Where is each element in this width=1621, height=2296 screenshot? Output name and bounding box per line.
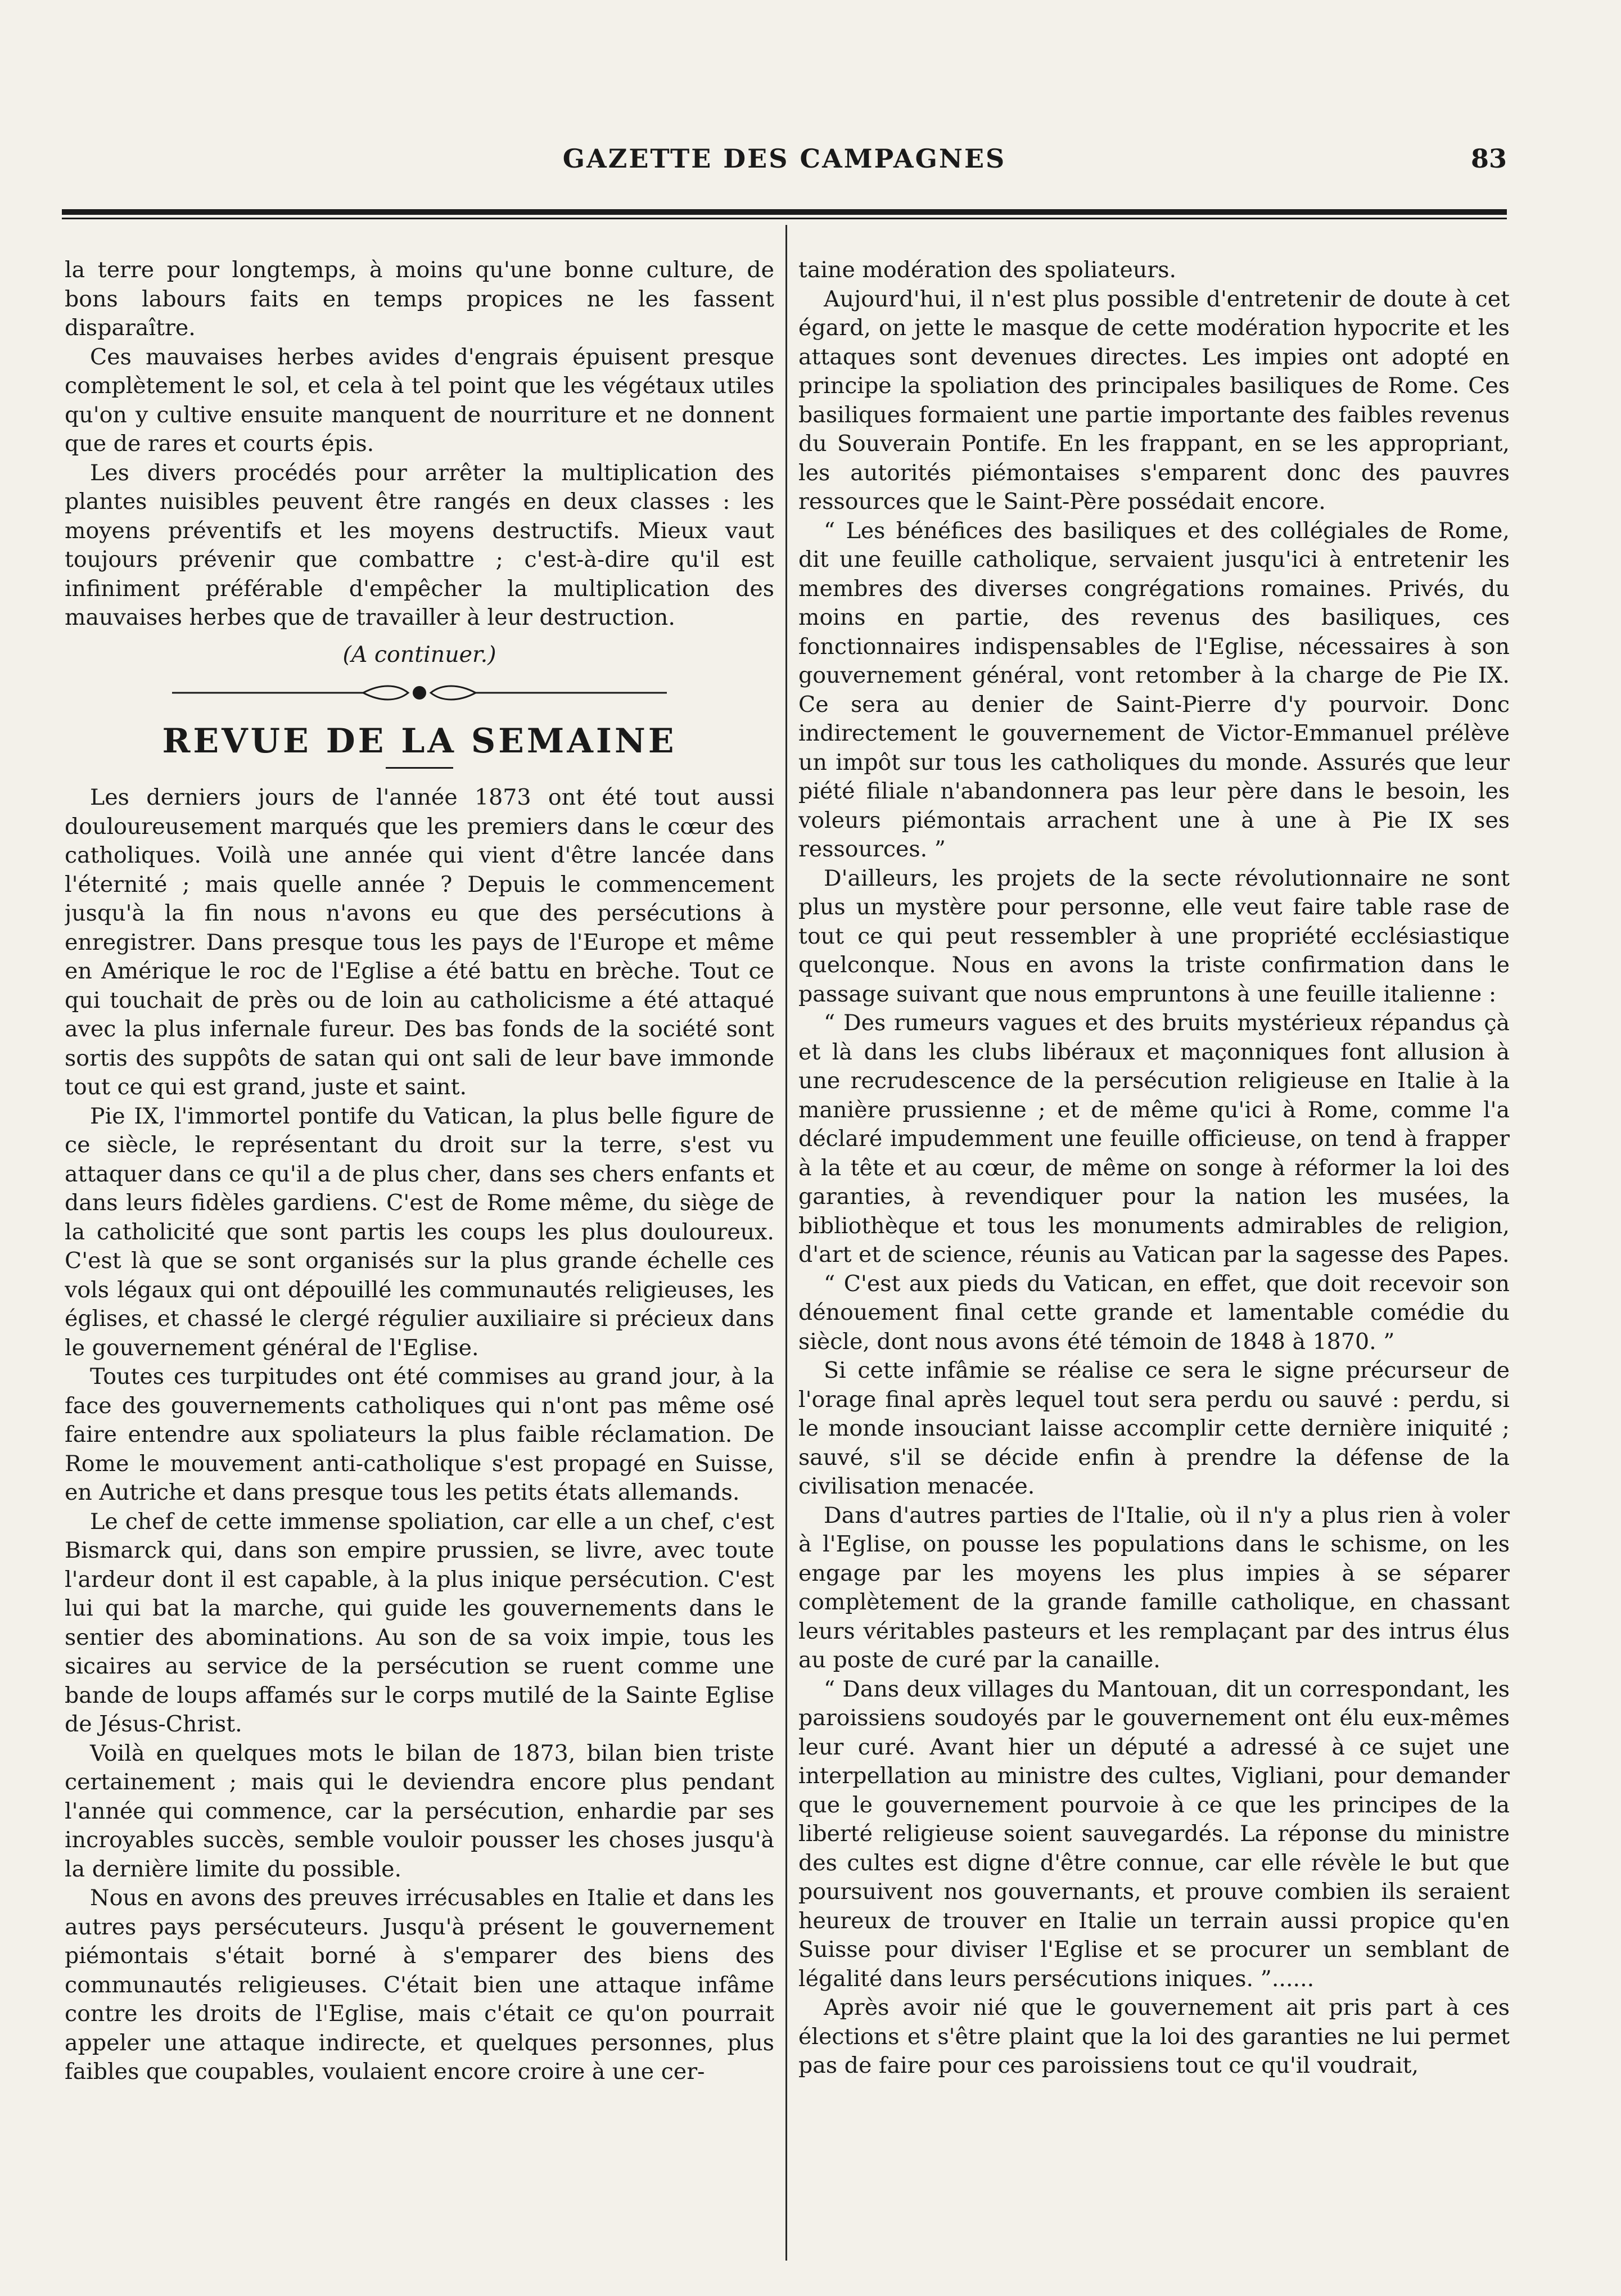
article-paragraph: la terre pour longtemps, à moins qu'une bonne culture, de bons labours faits en temps propices ne les fassent disparaître. bbox=[65, 257, 774, 341]
article-quote: “ Les bénéfices des basiliques et des collégiales de Rome, dit une feuille catholique, servaient jusqu'ici à entretenir les membres des diverses congrégations romaines. Privés, du moins en partie, des revenus des basiliques, ces fonctionnaires indispensables de l'Eglise, nécessaires à son gouvernement général, vont retomber à la charge de Pie IX. Ce sera au denier de Saint-Pierre d'y pourvoir. Donc indirectement le gouvernement de Victor-Emmanuel prélève un impôt sur tous les catholiques du monde. Assurés que leur piété filiale n'abandonnera pas leur père dans le besoin, les voleurs piémontais arrachent une à une à Pie IX ses ressources. ” bbox=[798, 517, 1510, 862]
article-paragraph: taine modération des spoliateurs. bbox=[798, 257, 1177, 283]
article-paragraph: Nous en avons des preuves irrécusables en Italie et dans les autres pays persécuteurs. Jusqu'à présent le gouvernement piémontais s'était borné à s'emparer des biens des communautés religieuses. C'était bien une attaque infâme contre les droits de l'Eglise, mais c'était ce qu'on pourrait appeler une attaque indirecte, et quelques personnes, plus faibles que coupables, voulaient encore croire à une cer- bbox=[65, 1885, 774, 2085]
header-rule-thin bbox=[62, 218, 1507, 219]
running-title: GAZETTE DES CAMPAGNES bbox=[562, 143, 1006, 174]
article-paragraph: D'ailleurs, les projets de la secte révolutionnaire ne sont plus un mystère pour personne, elle veut faire table rase de tout ce qui peut ressembler à une propriété ecclésiastique quelconque. Nous en avons la triste confirmation dans le passage suivant que nous empruntons à une feuille italienne : bbox=[798, 865, 1510, 1007]
article-paragraph: Dans d'autres parties de l'Italie, où il n'y a plus rien à voler à l'Eglise, on pousse les populations dans le schisme, on les engage par les moyens les plus impies à se séparer complètement de la grande famille catholique, en chassant leurs véritables pasteurs et les remplaçant par des intrus élus au poste de curé par la canaille. bbox=[798, 1502, 1510, 1673]
article-paragraph: Aujourd'hui, il n'est plus possible d'entretenir de doute à cet égard, on jette le masque de cette modération hypocrite et les attaques sont devenues directes. Les impies ont adopté en principe la spoliation des principales basiliques de Rome. Ces basiliques formaient une partie importante des faibles revenus du Souverain Pontife. En les frappant, en se les appropriant, les autorités piémontaises s'emparent donc des pauvres ressources que le Saint-Père possédait encore. bbox=[798, 286, 1510, 515]
article-paragraph: Si cette infâmie se réalise ce sera le signe précurseur de l'orage final après lequel tout sera perdu ou sauvé : perdu, si le monde insouciant laisse accomplir cette dernière iniquité ; sauvé, s'il se décide enfin à prendre la défense de la civilisation menacée. bbox=[798, 1357, 1510, 1499]
article-paragraph: Le chef de cette immense spoliation, car elle a un chef, c'est Bismarck qui, dans son empire prussien, se livre, avec toute l'ardeur dont il est capable, à la plus inique persécution. C'est lui qui bat la marche, qui guide les gouvernements dans le sentier des abominations. Au son de sa voix impie, tous les sicaires au service de la persécution se ruent comme une bande de loups affamés sur le corps mutilé de la Sainte Eglise de Jésus-Christ. bbox=[65, 1508, 774, 1737]
article-paragraph: Ces mauvaises herbes avides d'engrais épuisent presque complètement le sol, et cela à tel point que les végétaux utiles qu'on y cultive ensuite manquent de nourriture et ne donnent que de rares et courts épis. bbox=[65, 344, 774, 457]
article-quote: “ Dans deux villages du Mantouan, dit un correspondant, les paroissiens soudoyés par le gouvernement ont élu eux-mêmes leur curé. Avant hier un député a adressé à ce sujet une interpellation au ministre des cultes, Vigliani, pour demander que le gouvernement pourvoie à ce que les principes de la liberté religieuse soient sauvegardés. La réponse du ministre des cultes est digne d'être connue, car elle révèle le but que poursuivent nos gouvernants, et prouve combien ils seraient heureux de trouver en Italie un terrain aussi propice qu'en Suisse pour diviser l'Eglise et se procurer un semblant de légalité dans leurs persécutions iniques. ”...... bbox=[798, 1676, 1510, 1992]
page-header bbox=[62, 143, 1507, 183]
article-paragraph: Après avoir nié que le gouvernement ait pris part à ces élections et s'être plaint que la loi des garanties ne lui permet pas de faire pour ces paroissiens tout ce qu'il voudrait, bbox=[798, 1995, 1510, 2078]
ornament-divider-icon bbox=[172, 680, 667, 705]
article-paragraph: Les derniers jours de l'année 1873 ont été tout aussi douloureusement marqués que les premiers dans le cœur des catholiques. Voilà une année qui vient d'être lancée dans l'éternité ; mais quelle année ? Depuis le commencement jusqu'à la fin nous n'avons eu que des persécutions à enregistrer. Dans presque tous les pays de l'Europe et même en Amérique le roc de l'Eglise a été battu en brèche. Tout ce qui touchait de près ou de loin au catholicisme a été attaqué avec la plus infernale fureur. Des bas fonds de la société sont sortis des suppôts de satan qui ont sali de leur bave immonde tout ce qui est grand, juste et saint. bbox=[65, 784, 774, 1100]
header-rule-thick bbox=[62, 209, 1507, 215]
continuation-note: (A continuer.) bbox=[342, 641, 496, 667]
title-underline bbox=[386, 767, 453, 769]
article-paragraph: Pie IX, l'immortel pontife du Vatican, la plus belle figure de ce siècle, le représentant du droit sur la terre, s'est vu attaquer dans ce qu'il a de plus cher, dans ses chers enfants et dans leurs fidèles gardiens. C'est de Rome même, du siège de la catholicité que sont partis les coups les plus douloureux. C'est là que se sont organisés sur la plus grande échelle ces vols légaux qui ont dépouillé les communautés religieuses, les églises, et chassé le clergé régulier auxiliaire si précieux dans le gouvernement général de l'Eglise. bbox=[65, 1103, 774, 1361]
article-paragraph: Les divers procédés pour arrêter la multiplication des plantes nuisibles peuvent être rangés en deux classes : les moyens préventifs et les moyens destructifs. Mieux vaut toujours prévenir que combattre ; c'est-à-dire qu'il est infiniment préférable d'empêcher la multiplication des mauvaises herbes que de travailler à leur destruction. bbox=[65, 459, 774, 630]
article-quote: “ C'est aux pieds du Vatican, en effet, que doit recevoir son dénouement final cette grande et lamentable comédie du siècle, dont nous avons été témoin de 1848 à 1870. ” bbox=[798, 1270, 1510, 1355]
article-quote: “ Des rumeurs vagues et des bruits mystérieux répandus çà et là dans les clubs libéraux et maçonniques font allusion à une recrudescence de la persécution religieuse en Italie à la manière prussienne ; et de même qu'ici à Rome, comme l'a déclaré impudemment une feuille officieuse, on tend à frapper à la tête et au cœur, de même on songe à réformer la loi des garanties, à revendiquer pour la nation les musées, la bibliothèque et tous les monuments admirables de religion, d'art et de science, réunis au Vatican par la sagesse des Papes. bbox=[798, 1010, 1510, 1267]
page-number: 83 bbox=[1470, 143, 1507, 174]
section-title: REVUE DE LA SEMAINE bbox=[162, 721, 677, 761]
right-column bbox=[798, 256, 1510, 2258]
left-column bbox=[65, 256, 774, 2258]
article-paragraph: Voilà en quelques mots le bilan de 1873, bilan bien triste certainement ; mais qui le deviendra encore plus pendant l'année qui commence, car la persécution, enhardie par ses incroyables succès, semble vouloir pousser les choses jusqu'à la dernière limite du possible. bbox=[65, 1740, 774, 1882]
column-separator bbox=[785, 225, 787, 2261]
article-paragraph: Toutes ces turpitudes ont été commises au grand jour, à la face des gouvernements catholiques qui n'ont pas même osé faire entendre aux spoliateurs la plus faible réclamation. De Rome le mouvement anti-catholique s'est propagé en Suisse, en Autriche et dans presque tous les petits états allemands. bbox=[65, 1364, 774, 1505]
